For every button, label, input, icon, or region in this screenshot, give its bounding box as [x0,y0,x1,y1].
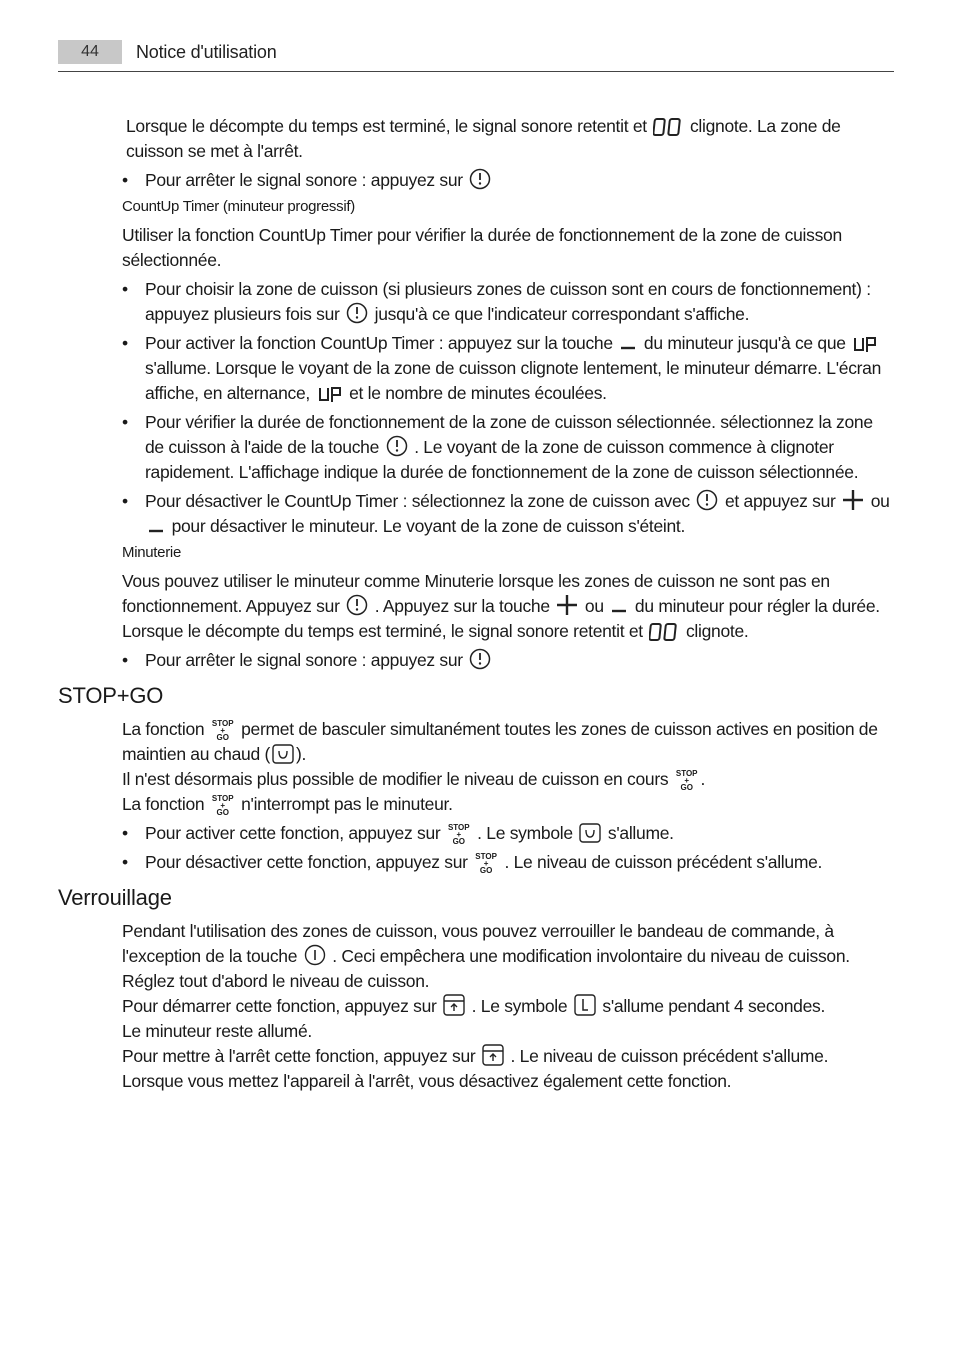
list-item: • Pour arrêter le signal sonore : appuyez sur [122,168,896,193]
subsection-title-minuterie: Minuterie [122,544,181,561]
stop-go-icon: STOP + GO [475,852,497,875]
timer-button-icon [469,168,491,190]
timer-button-icon [469,648,491,670]
timer-button-icon [386,435,408,457]
list-item: • Pour désactiver le CountUp Timer : sélectionnez la zone de cuisson avec et appuyez sur ou pour désactiver le minuteur. Le voyant de la zone de cuisson s'éteint. [122,489,896,539]
timer-button-icon [696,489,718,511]
display-00-icon [649,623,679,641]
on-off-icon [304,944,326,966]
stop-go-icon: STOP + GO [675,769,698,792]
minus-key-icon [147,518,165,536]
lock-line: Pendant l'utilisation des zones de cuisson, vous pouvez verrouiller le bandeau de commande, à l'exception de la touche . Ceci empêchera une modification involontaire du niveau de cuisson. [122,921,850,966]
minus-key-icon [610,598,628,616]
lock-display-symbol-icon [574,994,596,1016]
plus-key-icon [556,594,578,616]
list-item: • Pour désactiver cette fonction, appuyez sur STOP + GO . Le niveau de cuisson précédent s'allume. [122,850,896,875]
lock-key-icon [482,1044,504,1066]
page-header [58,40,894,72]
keep-warm-symbol-icon [272,744,294,764]
page-content [58,114,896,1094]
display-up-icon [852,335,878,353]
document-title: Notice d'utilisation [136,42,277,62]
list-item: • Pour activer cette fonction, appuyez sur STOP + GO . Le symbole s'allume. [122,821,896,846]
subsection-title-countup: CountUp Timer (minuteur progressif) [122,198,355,215]
timer-button-icon [346,302,368,324]
lock-line: Pour mettre à l'arrêt cette fonction, appuyez sur . Le niveau de cuisson précédent s'allume. [122,1046,829,1066]
section-heading-stopgo: STOP+GO [58,683,164,708]
keep-warm-symbol-icon [579,823,601,843]
list-item: • Pour activer la fonction CountUp Timer : appuyez sur la touche du minuteur jusqu'à ce que s'allume. Lorsque le voyant de la zone de cuisson clignote lentement, le minuteur démarre. L'écran affiche, en alternance, et le nombre de minutes écoulées. [122,331,896,406]
lock-line: Réglez tout d'abord le niveau de cuisson. [122,971,430,991]
countup-intro: Utiliser la fonction CountUp Timer pour vérifier la durée de fonctionnement de la zone de cuisson sélectionnée. [122,225,842,270]
plus-key-icon [842,489,864,511]
intro-paragraph: Lorsque le décompte du temps est terminé, le signal sonore retentit et clignote. La zone de cuisson se met à l'arrêt. [126,116,841,161]
list-item: • Pour arrêter le signal sonore : appuyez sur [122,648,896,673]
page-number: 44 [58,40,122,64]
minus-key-icon [619,335,637,353]
section-heading-lock: Verrouillage [58,885,172,910]
lock-line: Le minuteur reste allumé. [122,1021,312,1041]
stopgo-line: Il n'est désormais plus possible de modifier le niveau de cuisson en cours STOP + GO . [122,769,706,792]
minuterie-paragraph: Vous pouvez utiliser le minuteur comme Minuterie lorsque les zones de cuisson ne sont pas en fonctionnement. Appuyez sur . Appuyez sur la touche ou du minuteur pour régler la durée. Lorsque le décompte du temps est terminé, le signal sonore retentit et clignote. [122,571,880,641]
list-item: • Pour choisir la zone de cuisson (si plusieurs zones de cuisson sont en cours de fonctionnement) : appuyez plusieurs fois sur jusqu'à ce que l'indicateur correspondant s'affiche. [122,277,896,327]
lock-key-icon [443,994,465,1016]
display-up-icon [317,385,343,403]
display-00-icon [653,118,683,136]
list-item: • Pour vérifier la durée de fonctionnement de la zone de cuisson sélectionnée. sélectionnez la zone de cuisson à l'aide de la touche . Le voyant de la zone de cuisson commence à clignoter rapidement. L'affichage indique la durée de fonctionnement de la zone de cuisson sélectionnée. [122,410,896,485]
stop-go-icon: STOP + GO [211,794,234,817]
lock-line: Lorsque vous mettez l'appareil à l'arrêt, vous désactivez également cette fonction. [122,1071,732,1091]
timer-button-icon [346,594,368,616]
stopgo-line: La fonction STOP + GO permet de basculer simultanément toutes les zones de cuisson actives en position de maintien au chaud ( ). [122,719,878,764]
stop-go-icon: STOP + GO [447,823,470,846]
lock-line: Pour démarrer cette fonction, appuyez sur . Le symbole s'allume pendant 4 secondes. [122,996,826,1016]
stop-go-icon: STOP + GO [211,719,234,742]
stopgo-line: La fonction STOP + GO n'interrompt pas le minuteur. [122,794,453,817]
